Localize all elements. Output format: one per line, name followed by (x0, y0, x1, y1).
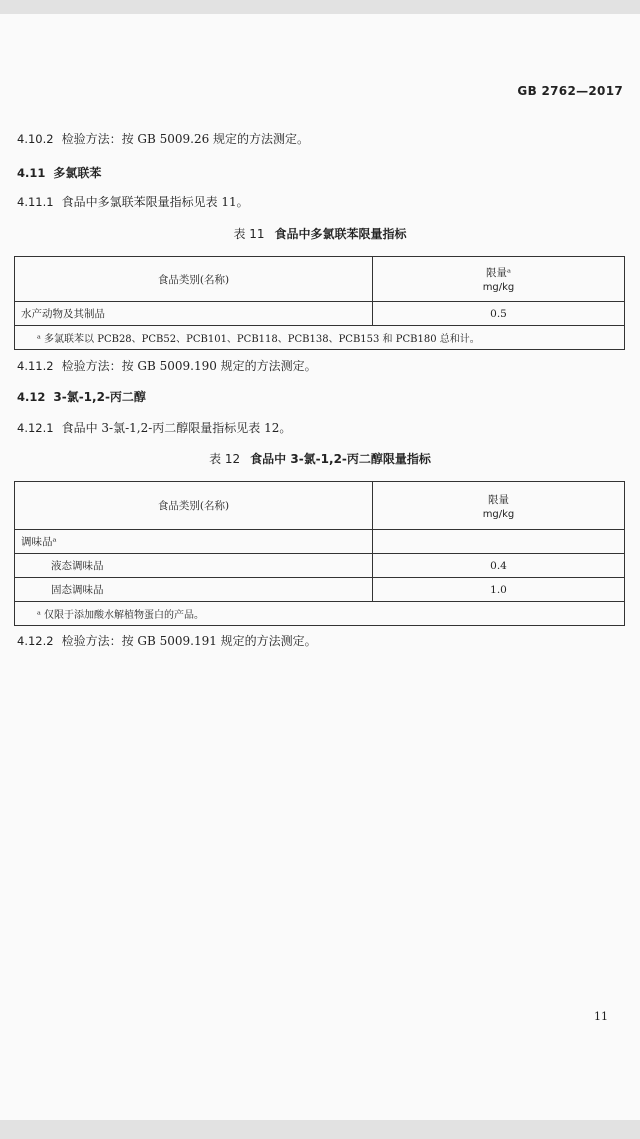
group-cell: 调味品ᵃ (15, 530, 373, 554)
clause-number: 4.12.1 (17, 421, 54, 435)
clause-number: 4.11.1 (17, 195, 54, 209)
clause-4-11-1 (17, 193, 249, 210)
category-cell: 固态调味品 (15, 578, 373, 602)
clause-text: 检验方法：按 GB 5009.191 规定的方法测定。 (61, 634, 317, 648)
table-11-caption (0, 225, 640, 242)
clause-number: 4.12.2 (17, 634, 54, 648)
table-12 (14, 481, 625, 626)
table-number: 表 11 (233, 227, 265, 241)
table-row (15, 554, 625, 578)
clause-4-11-2 (17, 357, 317, 374)
table-header-row (15, 257, 625, 302)
limit-unit: mg/kg (482, 508, 515, 520)
clause-number: 4.10.2 (17, 132, 54, 146)
section-title: 3-氯-1,2-丙二醇 (53, 390, 146, 404)
table-footnote-row (15, 602, 625, 626)
limit-label: 限量 (488, 493, 509, 506)
clause-text: 检验方法：按 GB 5009.26 规定的方法测定。 (61, 132, 310, 146)
table-title: 食品中多氯联苯限量指标 (274, 227, 407, 241)
column-header-category: 食品类别(名称) (15, 257, 373, 302)
table-footnote: ᵃ 多氯联苯以 PCB28、PCB52、PCB101、PCB118、PCB138、PCB153 和 PCB180 总和计。 (15, 326, 625, 350)
limit-label: 限量ᵃ (485, 267, 512, 279)
table-number: 表 12 (209, 452, 241, 466)
category-cell: 液态调味品 (15, 554, 373, 578)
table-header-row (15, 482, 625, 530)
table-row (15, 302, 625, 326)
table-group-row (15, 530, 625, 554)
table-11 (14, 256, 625, 350)
column-header-limit (373, 482, 625, 530)
section-number: 4.12 (17, 390, 46, 404)
table-title: 食品中 3-氯-1,2-丙二醇限量指标 (250, 452, 431, 466)
table-footnote: ᵃ 仅限于添加酸水解植物蛋白的产品。 (15, 602, 625, 626)
section-4-12-heading (17, 388, 146, 405)
clause-text: 检验方法：按 GB 5009.190 规定的方法测定。 (61, 359, 317, 373)
empty-cell (373, 530, 625, 554)
limit-cell: 0.4 (373, 554, 625, 578)
clause-text: 食品中多氯联苯限量指标见表 11。 (61, 195, 249, 209)
limit-cell: 1.0 (373, 578, 625, 602)
column-header-category: 食品类别(名称) (15, 482, 373, 530)
section-title: 多氯联苯 (53, 166, 102, 180)
clause-number: 4.11.2 (17, 359, 54, 373)
category-cell: 水产动物及其制品 (15, 302, 373, 326)
section-4-11-heading (17, 164, 101, 181)
clause-4-12-2 (17, 632, 317, 649)
section-number: 4.11 (17, 166, 46, 180)
table-row (15, 578, 625, 602)
clause-4-12-1 (17, 419, 291, 436)
standard-code: GB 2762—2017 (517, 84, 623, 98)
limit-unit: mg/kg (482, 282, 515, 293)
page-number: 11 (594, 1010, 608, 1023)
clause-4-10-2 (17, 130, 309, 147)
table-footnote-row (15, 326, 625, 350)
table-12-caption (0, 450, 640, 467)
limit-cell: 0.5 (373, 302, 625, 326)
column-header-limit (373, 257, 625, 302)
clause-text: 食品中 3-氯-1,2-丙二醇限量指标见表 12。 (61, 421, 292, 435)
